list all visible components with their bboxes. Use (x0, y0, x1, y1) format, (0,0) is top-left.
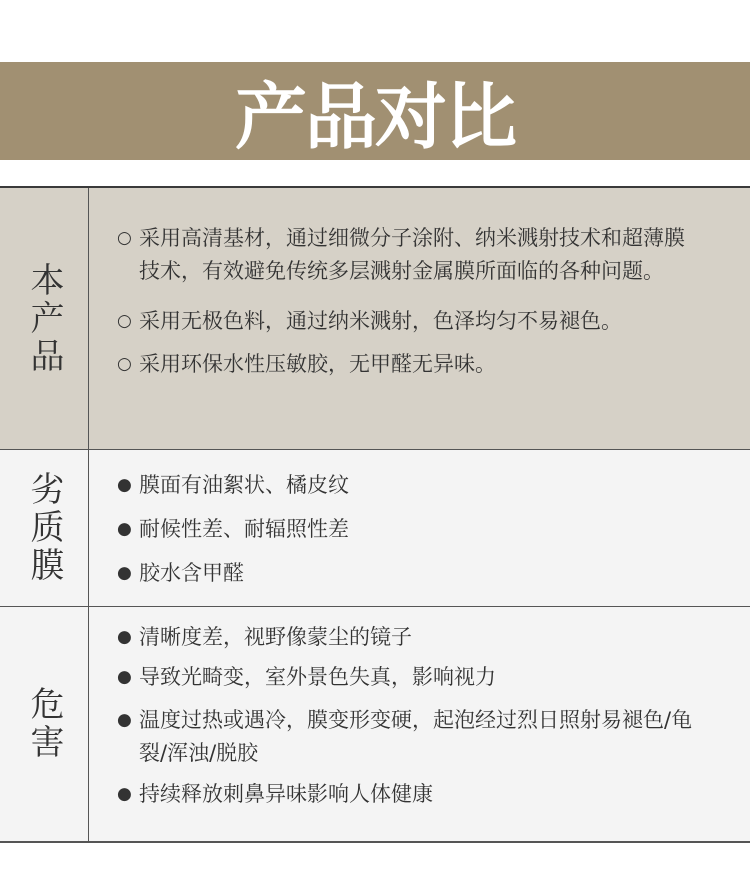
list-item-text: 膜面有油絮状、橘皮纹 (139, 473, 349, 497)
filled-circle-icon: ● (117, 519, 132, 539)
row-label-cell (0, 607, 89, 841)
filled-circle-icon: ● (117, 784, 132, 804)
hollow-circle-icon: ○ (117, 354, 132, 374)
hollow-circle-icon: ○ (117, 311, 132, 331)
list-item-text: 导致光畸变，室外景色失真，影响视力 (139, 665, 496, 689)
list-item (117, 469, 750, 502)
comparison-table (0, 186, 750, 843)
list-item-text: 温度过热或遇冷，膜变形变硬，起泡经过烈日照射易褪色/龟裂/浑浊/脱胶 (139, 708, 693, 765)
list-item-text: 采用高清基材，通过细微分子涂附、纳米溅射技术和超薄膜技术，有效避免传统多层溅射金属膜所面临的各种问题。 (139, 226, 685, 283)
list-item (117, 621, 750, 654)
table-row-hazards (0, 607, 750, 841)
title-banner (0, 62, 750, 160)
row-content (89, 450, 750, 606)
filled-circle-icon: ● (117, 475, 132, 495)
row-label: 危害 (24, 686, 64, 762)
list-item-text: 采用无极色料，通过纳米溅射，色泽均匀不易褪色。 (139, 309, 622, 333)
page-title: 产品对比 (234, 75, 515, 159)
row-content (89, 188, 750, 449)
list-item (117, 704, 750, 770)
list-item (117, 661, 750, 694)
table-row-inferior-film (0, 450, 750, 607)
list-item (117, 513, 750, 546)
hollow-circle-icon: ○ (117, 228, 132, 248)
filled-circle-icon: ● (117, 627, 132, 647)
list-item (117, 348, 750, 381)
table-row-our-product (0, 188, 750, 450)
filled-circle-icon: ● (117, 667, 132, 687)
list-item (117, 305, 750, 338)
list-item (117, 778, 750, 811)
row-content (89, 607, 750, 841)
filled-circle-icon: ● (117, 710, 132, 730)
list-item (117, 222, 750, 288)
list-item-text: 清晰度差，视野像蒙尘的镜子 (139, 625, 412, 649)
row-label-cell (0, 450, 89, 606)
row-label: 本产品 (24, 261, 64, 376)
list-item-text: 胶水含甲醛 (139, 561, 244, 585)
row-label: 劣质膜 (24, 471, 64, 585)
list-item-text: 采用环保水性压敏胶，无甲醛无异味。 (139, 352, 496, 376)
filled-circle-icon: ● (117, 563, 132, 583)
row-label-cell (0, 188, 89, 449)
list-item-text: 持续释放刺鼻异味影响人体健康 (139, 782, 433, 806)
list-item-text: 耐候性差、耐辐照性差 (139, 517, 349, 541)
list-item (117, 557, 750, 590)
